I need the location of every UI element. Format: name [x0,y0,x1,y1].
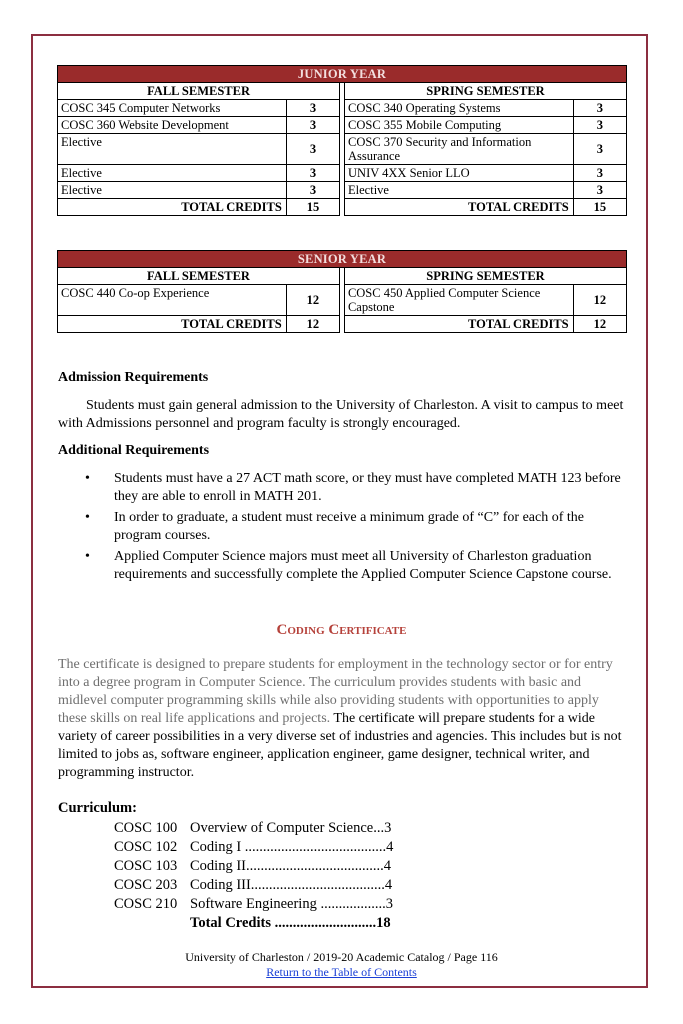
footer-text: University of Charleston / 2019-20 Academic Catalog / Page 116 [185,950,498,964]
fall-total-label: TOTAL CREDITS [58,316,287,333]
junior-year-table [57,65,627,216]
course-entry: Software Engineering ..................3 [190,896,393,912]
spring-semester-label: SPRING SEMESTER [345,83,627,100]
total-row [58,199,627,216]
requirement-text: In order to graduate, a student must receive a minimum grade of “C” for each of the program courses. [114,510,584,543]
fall-course: Elective [58,165,287,182]
course-code: COSC 203 [114,877,178,893]
table-row [58,117,627,134]
list-item [76,509,628,545]
list-item [114,895,393,914]
course-code: COSC 210 [114,896,178,912]
bullet-icon: • [85,510,90,525]
spring-credits: 3 [573,117,626,134]
fall-total-label: TOTAL CREDITS [58,199,287,216]
list-item [76,470,628,506]
fall-course: COSC 360 Website Development [58,117,287,134]
spring-credits: 3 [573,100,626,117]
fall-total-credits: 12 [286,316,339,333]
senior-year-table [57,250,627,333]
spring-total-credits: 15 [573,199,626,216]
fall-credits: 3 [286,165,339,182]
table-of-contents-link[interactable]: Return to the Table of Contents [266,965,417,979]
requirement-text: Students must have a 27 ACT math score, or they must have completed MATH 123 before they are able to enroll in MATH 201. [114,471,621,504]
fall-semester-label: FALL SEMESTER [58,83,340,100]
course-code: COSC 103 [114,858,178,874]
bullet-icon: • [85,471,90,486]
list-item [114,838,393,857]
curriculum-total [114,914,393,933]
spring-total-credits: 12 [573,316,626,333]
curriculum-heading: Curriculum: [58,800,137,816]
fall-credits: 3 [286,134,339,165]
fall-course: COSC 440 Co-op Experience [58,285,287,316]
fall-semester-label: FALL SEMESTER [58,268,340,285]
course-code: COSC 102 [114,839,178,855]
admission-heading: Admission Requirements [58,370,209,385]
curriculum-list [114,819,393,933]
total-row [58,316,627,333]
junior-year-title: JUNIOR YEAR [58,66,627,83]
table-row [58,165,627,182]
fall-credits: 3 [286,100,339,117]
certificate-title-text: Coding Certificate [276,622,407,638]
fall-course: COSC 345 Computer Networks [58,100,287,117]
requirement-text: Applied Computer Science majors must meet all University of Charleston graduation requirements and successfully complete the Applied Computer Science Capstone course. [114,549,612,582]
list-item [114,876,393,895]
spring-credits: 3 [573,134,626,165]
course-code: COSC 100 [114,820,178,836]
fall-credits: 3 [286,182,339,199]
additional-requirements-heading: Additional Requirements [58,443,210,458]
certificate-careers-text: The certificate will prepare students for a wide variety of career possibilities in a very diverse set of industries and agencies. This includes but is not limited to jobs as, software engineer, application engineer, game designer, technical writer, and programming instructor. [58,711,622,780]
course-entry: Coding I .......................................4 [190,839,394,855]
spring-credits: 3 [573,165,626,182]
list-item [114,857,393,876]
certificate-title [0,622,683,639]
table-row [58,100,627,117]
spring-credits: 3 [573,182,626,199]
fall-credits: 12 [286,285,339,316]
spring-credits: 12 [573,285,626,316]
spring-course: COSC 340 Operating Systems [345,100,574,117]
spring-course: Elective [345,182,574,199]
course-entry: Overview of Computer Science...3 [190,820,392,836]
spring-course: COSC 370 Security and Information Assurance [345,134,574,165]
certificate-description [58,656,628,782]
course-entry: Coding III.....................................4 [190,877,393,893]
spring-course: UNIV 4XX Senior LLO [345,165,574,182]
list-item [114,819,393,838]
fall-course: Elective [58,134,287,165]
spring-semester-label: SPRING SEMESTER [344,268,626,285]
senior-year-title: SENIOR YEAR [58,251,627,268]
spring-total-label: TOTAL CREDITS [344,316,573,333]
spring-course: COSC 450 Applied Computer Science Capstone [344,285,573,316]
spring-total-label: TOTAL CREDITS [345,199,574,216]
fall-credits: 3 [286,117,339,134]
fall-total-credits: 15 [286,199,339,216]
spring-course: COSC 355 Mobile Computing [345,117,574,134]
bullet-icon: • [85,549,90,564]
table-row [58,134,627,165]
requirements-list [76,470,628,587]
fall-course: Elective [58,182,287,199]
admission-text: Students must gain general admission to the University of Charleston. A visit to campus to meet with Admissions personnel and program faculty is strongly encouraged. [58,398,624,431]
total-credits: Total Credits ............................18 [190,915,391,931]
certificate-intro-text: The certificate is designed to prepare students for employment in the technology sector or for entry into a degree program in Computer Science. The curriculum provides students with basic and midlevel computer programming skills while also providing students with opportunities to apply these skills on real life applications and projects. [58,657,613,726]
list-item [76,548,628,584]
table-row [58,285,627,316]
page-footer [0,950,683,980]
course-entry: Coding II......................................4 [190,858,391,874]
table-row [58,182,627,199]
